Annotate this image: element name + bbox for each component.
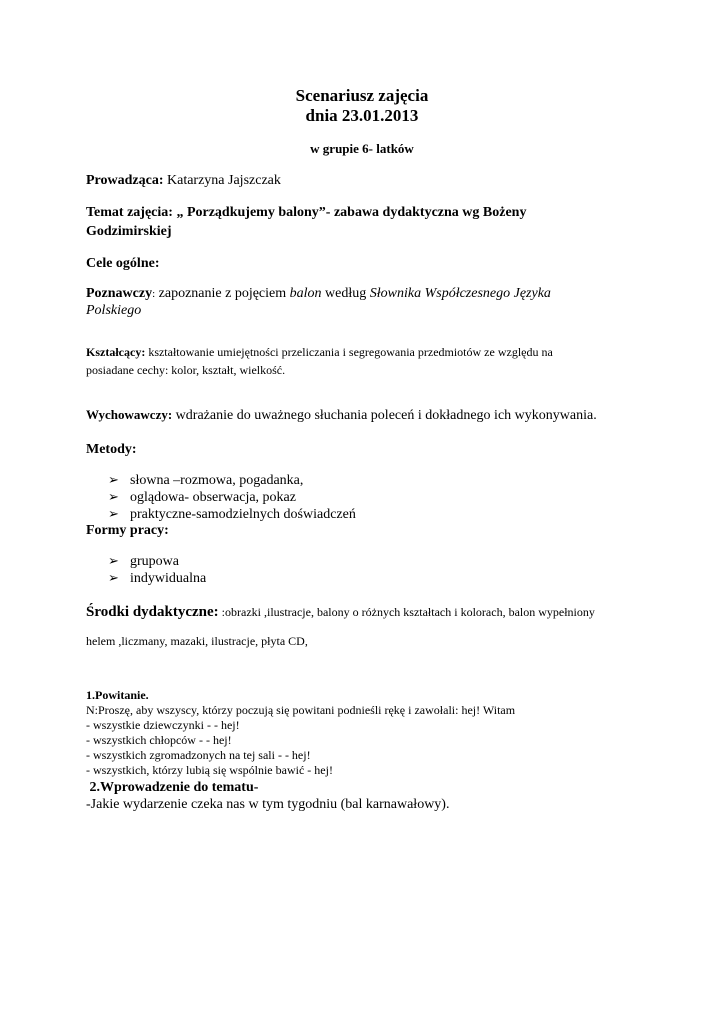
- goals-heading: Cele ogólne:: [86, 256, 160, 271]
- arrow-bullet-icon: ➢: [108, 490, 119, 505]
- leader-value: Katarzyna Jajszczak: [163, 173, 281, 188]
- document-title: Scenariusz zajęcia: [295, 86, 429, 105]
- greeting-line: - wszystkich chłopców - - hej!: [86, 733, 232, 747]
- forms-heading: Formy pracy:: [86, 523, 169, 538]
- upbringing-text: wdrażanie do uważnego słuchania poleceń i dokładnego ich wykonywania.: [172, 408, 597, 423]
- intro-text: -Jakie wydarzenie czeka nas w tym tygodniu (bal karnawałowy).: [86, 797, 450, 812]
- topic-line-2: Godzimirskiej: [86, 224, 172, 239]
- greeting-line: - wszystkie dziewczynki - - hej!: [86, 718, 240, 732]
- cognitive-goal-line-1: [86, 286, 551, 302]
- list-item: ➢ słowna –rozmowa, pogadanka,: [108, 473, 304, 488]
- resources-line-1: [86, 604, 595, 621]
- educational-text: kształtowanie umiejętności przeliczania i segregowania przedmiotów ze względu na: [145, 345, 553, 359]
- list-item: ➢ praktyczne-samodzielnych doświadczeń: [108, 507, 356, 522]
- arrow-bullet-icon: ➢: [108, 507, 119, 522]
- arrow-bullet-icon: ➢: [108, 554, 119, 569]
- cognitive-label: Poznawczy: [86, 286, 153, 301]
- intro-heading: 2.Wprowadzenie do tematu-: [86, 780, 259, 795]
- cognitive-text-2: według: [321, 286, 370, 301]
- upbringing-goal-line: [86, 407, 597, 424]
- leader-line: [86, 173, 281, 189]
- greeting-line: N:Proszę, aby wszyscy, którzy poczują się powitani podnieśli rękę i zawołali: hej! Witam: [86, 703, 516, 717]
- forms-list: [108, 553, 206, 587]
- resources-label: Środki dydaktyczne:: [86, 604, 219, 620]
- document-date: dnia 23.01.2013: [305, 106, 419, 125]
- methods-list: [108, 472, 356, 523]
- group-line: w grupie 6- latków: [310, 141, 414, 156]
- leader-label: Prowadząca:: [86, 173, 164, 188]
- arrow-bullet-icon: ➢: [108, 473, 119, 488]
- arrow-bullet-icon: ➢: [108, 571, 119, 586]
- resources-line-2: helem ,liczmany, mazaki, ilustracje, płyta CD,: [86, 634, 308, 648]
- cognitive-text: zapoznanie z pojęciem: [155, 286, 290, 301]
- greeting-heading: 1.Powitanie.: [86, 688, 149, 702]
- greeting-line: - wszystkich zgromadzonych na tej sali - - hej!: [86, 748, 311, 762]
- educational-goal-line-2: posiadane cechy: kolor, kształt, wielkość.: [86, 363, 286, 377]
- educational-label: Kształcący:: [86, 345, 146, 359]
- greeting-line: - wszystkich, którzy lubią się wspólnie bawić - hej!: [86, 763, 333, 777]
- cognitive-source: Słownika Współczesnego Języka: [369, 286, 551, 301]
- cognitive-term: balon: [289, 286, 322, 301]
- list-item: ➢ oglądowa- obserwacja, pokaz: [108, 490, 296, 505]
- resources-text: :obrazki ,ilustracje, balony o różnych kształtach i kolorach, balon wypełniony: [218, 605, 595, 619]
- list-item: ➢ indywidualna: [108, 571, 207, 586]
- methods-heading: Metody:: [86, 442, 137, 457]
- upbringing-label: Wychowawczy:: [86, 407, 173, 422]
- topic-line-1: Temat zajęcia: „ Porządkujemy balony”- zabawa dydaktyczna wg Bożeny: [86, 205, 527, 220]
- educational-goal-line-1: [86, 345, 553, 360]
- cognitive-goal-line-2: Polskiego: [86, 303, 142, 318]
- cognitive-colon: :: [152, 288, 156, 300]
- greeting-lines: [86, 703, 515, 778]
- list-item: ➢ grupowa: [108, 554, 179, 569]
